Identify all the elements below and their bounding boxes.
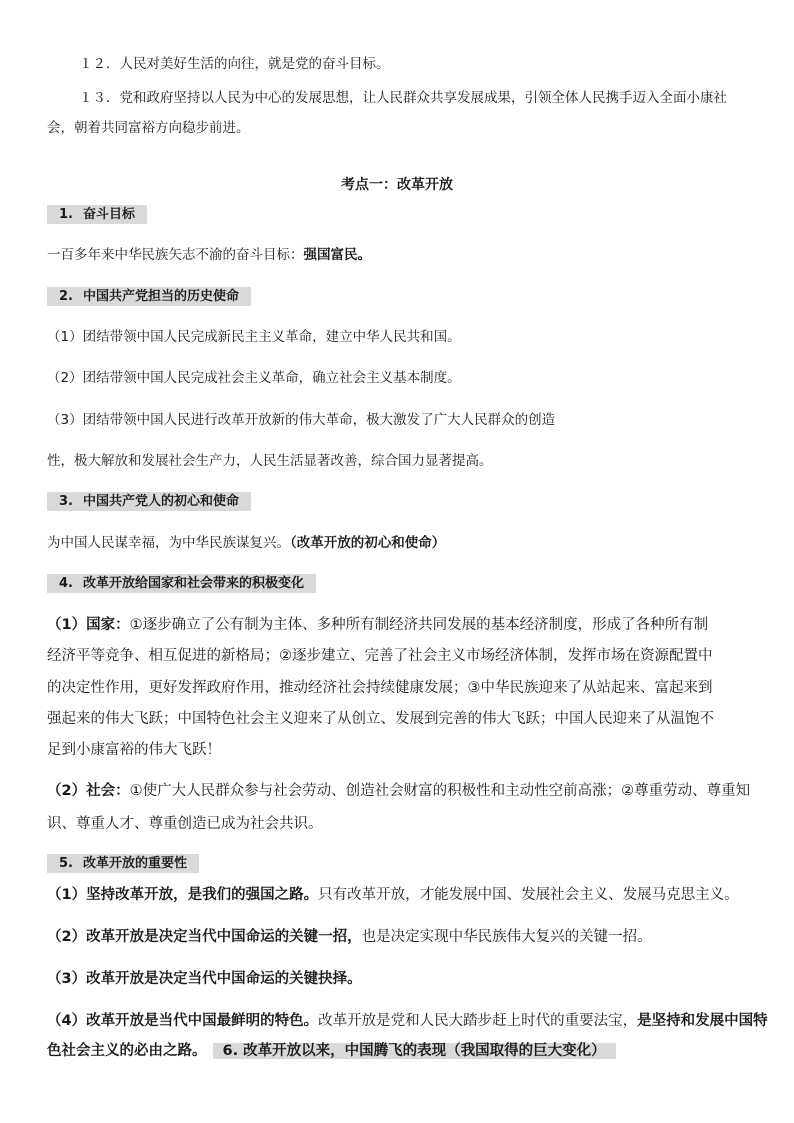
section-5-point-4-bold: （4）改革开放是当代中国最鲜明的特色。 (47, 1013, 319, 1029)
section-4-label: 改革开放给国家和社会带来的积极变化 (82, 576, 304, 591)
section-5-point-1-bold: （1）坚持改革开放，是我们的强国之路。 (47, 887, 319, 903)
section-3-label: 中国共产党人的初心和使命 (82, 494, 239, 509)
section-6-label: 改革开放以来，中国腾飞的表现（我国取得的巨大变化） (243, 1043, 606, 1059)
section-5-point-2-normal: 也是决定实现中华民族伟大复兴的关键一招。 (361, 929, 652, 945)
section-3-text-bold: （改革开放的初心和使命） (290, 535, 446, 551)
section-3-text (47, 533, 747, 553)
section-1-text-bold: 强国富民。 (303, 247, 371, 263)
section-4-society-head: （2）社会： (47, 783, 130, 799)
section-2-point-3-line1: （3）团结带领中国人民进行改革开放新的伟大革命，极大激发了广大人民群众的创造 (47, 412, 556, 428)
section-2-label: 中国共产党担当的历史使命 (82, 289, 239, 304)
section-3-text-normal: 为中国人民谋幸福，为中华民族谋复兴。 (47, 535, 290, 551)
section-1-heading (47, 205, 147, 224)
section-5-point-4-bold2: 是坚持和发展中国特 (637, 1013, 768, 1029)
section-5-heading (47, 854, 199, 873)
section-4-country-text1: ①逐步确立了公有制为主体、多种所有制经济共同发展的基本经济制度，形成了各种所有制 (129, 617, 709, 633)
section-5-point-4-line2 (47, 1040, 747, 1062)
section-4-society-line2: 识、尊重人才、尊重创造已成为社会共识。 (47, 816, 323, 832)
section-6-heading (213, 1043, 616, 1059)
section-4-country-line1 (47, 614, 747, 636)
section-5-point-2-bold: （2）改革开放是决定当代中国命运的关键一招， (47, 929, 362, 945)
intro-item-13-line2: 会，朝着共同富裕方向稳步前进。 (47, 120, 250, 136)
section-4-country-head: （1）国家： (47, 617, 130, 633)
section-4-society-text1: ①使广大人民群众参与社会劳动、创造社会财富的积极性和主动性空前高涨；②尊重劳动、尊重知 (129, 783, 751, 799)
section-4-number: 4. (59, 576, 73, 591)
section-5-point-1 (47, 884, 747, 906)
section-5-number: 5. (59, 856, 73, 871)
section-5-point-4-line1 (47, 1010, 768, 1032)
section-2-point-1: （1）团结带领中国人民完成新民主主义革命，建立中华人民共和国。 (47, 329, 461, 345)
section-5-point-1-normal: 只有改革开放，才能发展中国、发展社会主义、发展马克思主义。 (318, 887, 739, 903)
section-1-text (47, 245, 747, 265)
section-2-point-2: （2）团结带领中国人民完成社会主义革命，确立社会主义基本制度。 (47, 370, 461, 386)
section-1-text-normal: 一百多年来中华民族矢志不渝的奋斗目标： (47, 247, 304, 263)
intro-item-12: １２．人民对美好生活的向往，就是党的奋斗目标。 (79, 56, 390, 72)
section-3-heading (47, 492, 251, 511)
section-4-country-line5: 足到小康富裕的伟大飞跃！ (47, 742, 221, 758)
section-title: 考点一：改革开放 (341, 177, 453, 193)
section-1-number: 1. (59, 207, 73, 222)
section-2-heading (47, 287, 251, 306)
section-4-heading (47, 574, 316, 593)
section-5-point-3 (47, 968, 747, 990)
section-6-number: 6. (222, 1043, 239, 1059)
section-5-point-4-bold3: 色社会主义的必由之路。 (47, 1043, 207, 1059)
section-1-label: 奋斗目标 (82, 207, 135, 222)
intro-item-13-line1: １３．党和政府坚持以人民为中心的发展思想，让人民群众共享发展成果，引领全体人民携手迈入全面小康社 (79, 90, 727, 106)
section-2-point-3-line2: 性，极大解放和发展社会生产力，人民生活显著改善，综合国力显著提高。 (47, 453, 493, 469)
section-4-country-line2: 经济平等竞争、相互促进的新格局；②逐步建立、完善了社会主义市场经济体制，发挥市场在资源配置中 (47, 648, 713, 664)
section-3-number: 3. (59, 494, 73, 509)
section-2-number: 2. (59, 289, 73, 304)
section-5-point-2 (47, 926, 747, 948)
section-4-society-line1 (47, 780, 751, 802)
section-5-point-3-bold: （3）改革开放是决定当代中国命运的关键抉择。 (47, 971, 362, 987)
section-5-label: 改革开放的重要性 (82, 856, 187, 871)
section-4-country-line3: 的决定性作用，更好发挥政府作用，推动经济社会持续健康发展；③中华民族迎来了从站起来、富起来到 (47, 680, 713, 696)
section-4-country-line4: 强起来的伟大飞跃；中国特色社会主义迎来了从创立、发展到完善的伟大飞跃；中国人民迎来了从温饱不 (47, 711, 714, 727)
section-5-point-4-normal: 改革开放是党和人民大踏步赶上时代的重要法宝， (318, 1013, 638, 1029)
